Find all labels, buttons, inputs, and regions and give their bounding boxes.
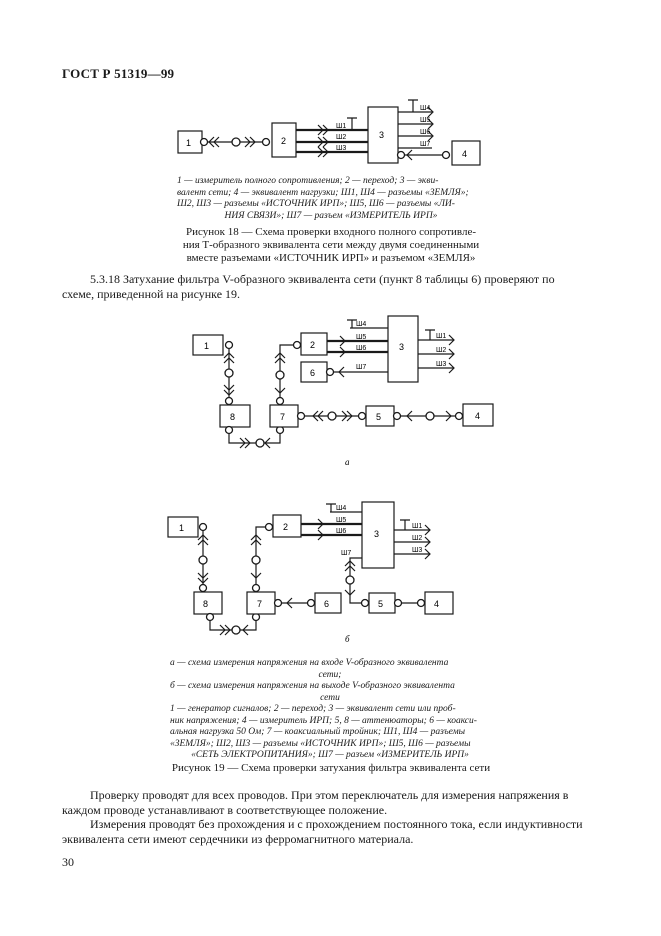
paragraph-line: каждом проводе устанавливают в соответствующее положение. — [62, 802, 388, 817]
fig19b-conn-sh2: Ш2 — [412, 535, 423, 542]
fig18-block-3-label: 3 — [379, 130, 385, 140]
fig19b-conn-sh6: Ш6 — [336, 528, 347, 535]
fig19b-block-5-label: 5 — [378, 599, 384, 609]
fig19-caption: Рисунок 19 — Схема проверки затухания фильтра эквивалента сети — [171, 762, 491, 774]
document-header: ГОСТ Р 51319—99 — [62, 66, 175, 81]
fig19a-conn-sh3: Ш3 — [436, 361, 447, 368]
fig19a-conn-sh5: Ш5 — [356, 334, 367, 341]
fig18-caption-line: вместе разъемами «ИСТОЧНИК ИРП» и разъемом «ЗЕМЛЯ» — [186, 252, 476, 264]
fig19b-sublabel: б — [345, 634, 350, 644]
fig19-legend-line: а — схема измерения напряжения на входе V-образного эквивалента — [170, 658, 449, 668]
fig19b-block-7-label: 7 — [257, 599, 263, 609]
fig18-caption-line: Рисунок 18 — Схема проверки входного полного сопротивле- — [185, 226, 476, 238]
fig19b-block-8-label: 8 — [203, 599, 209, 609]
fig19a-conn-sh7: Ш7 — [356, 364, 367, 371]
fig18-conn-sh3: Ш3 — [336, 145, 347, 152]
fig19b-block-6-label: 6 — [324, 599, 330, 609]
fig18-block-2-label: 2 — [281, 136, 287, 146]
paragraph-line: эквивалента сети имеют сердечники из ферромагнитного материала. — [62, 831, 414, 846]
fig19-legend — [170, 704, 490, 762]
fig19b-block-2-label: 2 — [283, 522, 289, 532]
fig18-block-1-label: 1 — [186, 138, 192, 148]
fig19b-block-4-label: 4 — [434, 599, 440, 609]
fig19b-block-3-label: 3 — [374, 529, 380, 539]
paragraph-line: Проверку проводят для всех проводов. При этом переключатель для измерения напряжения в — [90, 788, 569, 802]
fig18-conn-sh6: Ш6 — [420, 129, 431, 136]
fig19-legend-line: 1 — генератор сигналов; 2 — переход; 3 — эквивалент сети или проб- — [170, 704, 456, 714]
paragraph-line: Измерения проводят без прохождения и с прохождением постоянного тока, если индуктивности — [90, 817, 583, 831]
fig19a-conn-sh1: Ш1 — [436, 333, 447, 340]
fig19b-conn-sh4: Ш4 — [336, 505, 347, 512]
fig19a-block-1-label: 1 — [204, 341, 210, 351]
fig18-conn-sh1-left: Ш1 — [336, 123, 347, 130]
fig18-legend-line: валент сети; 4 — эквивалент нагрузки; Ш1, Ш4 — разъемы «ЗЕМЛЯ»; — [177, 187, 469, 198]
fig19b-conn-sh3: Ш3 — [412, 547, 423, 554]
fig19-legend-line: альная нагрузка 50 Ом; 7 — коаксиальный тройник; Ш1, Ш4 — разъемы — [170, 727, 466, 737]
final-paragraphs — [62, 788, 599, 846]
fig19a-block-7-label: 7 — [280, 412, 286, 422]
fig19a-block-8-label: 8 — [230, 412, 236, 422]
fig19-legend-line: сети; — [318, 669, 342, 680]
fig19a-conn-sh4: Ш4 — [356, 321, 367, 328]
page-number: 30 — [62, 855, 74, 869]
fig19a-block-4-label: 4 — [475, 411, 481, 421]
fig19b-conn-sh7: Ш7 — [341, 550, 352, 557]
fig18-conn-sh5: Ш5 — [420, 117, 431, 124]
paragraph-line: схеме, приведенной на рисунке 19. — [62, 286, 241, 301]
fig19b-conn-sh5: Ш5 — [336, 517, 347, 524]
fig19a-block-3-label: 3 — [399, 342, 405, 352]
fig18-legend-line: НИЯ СВЯЗИ»; Ш7 — разъем «ИЗМЕРИТЕЛЬ ИРП» — [224, 210, 438, 221]
fig19-legend-line: б — схема измерения напряжения на выходе V-образного эквивалента — [170, 681, 455, 691]
fig19a-conn-sh2: Ш2 — [436, 347, 447, 354]
fig18-conn-sh4: Ш4 — [420, 105, 431, 112]
fig18-legend-line: 1 — измеритель полного сопротивления; 2 — переход; 3 — экви- — [177, 176, 439, 186]
fig19-legend-ab — [170, 658, 490, 704]
fig19-legend-line: «ЗЕМЛЯ»; Ш2, Ш3 — разъемы «ИСТОЧНИК ИРП»; Ш5, Ш6 — разъемы — [170, 738, 471, 749]
fig19-legend-line: сети — [320, 692, 340, 703]
fig19a-conn-sh6: Ш6 — [356, 345, 367, 352]
fig19-legend-line: «СЕТЬ ЭЛЕКТРОПИТАНИЯ»; Ш7 — разъем «ИЗМЕРИТЕЛЬ ИРП» — [191, 750, 469, 760]
fig19a-block-6-label: 6 — [310, 368, 316, 378]
fig19a-block-2-label: 2 — [310, 340, 316, 350]
fig18-conn-sh2: Ш2 — [336, 134, 347, 141]
fig18-legend-line: Ш2, Ш3 — разъемы «ИСТОЧНИК ИРП»; Ш5, Ш6 — разъемы «ЛИ- — [177, 199, 455, 209]
fig19a-block-5-label: 5 — [376, 412, 382, 422]
fig18-conn-sh7: Ш7 — [420, 141, 431, 148]
paragraph-line: 5.3.18 Затухание фильтра V-образного эквивалента сети (пункт 8 таблицы 6) проверяют по — [90, 272, 555, 286]
fig18-caption-line: ния Т-образного эквивалента сети между двумя соединенными — [182, 239, 480, 251]
fig18-block-4-label: 4 — [462, 149, 468, 159]
fig19b-block-1-label: 1 — [179, 523, 185, 533]
fig19a-sublabel: а — [345, 457, 350, 467]
fig19b-conn-sh1: Ш1 — [412, 523, 423, 530]
fig19-legend-line: ник напряжения; 4 — измеритель ИРП; 5, 8 — аттенюаторы; 6 — коакси- — [170, 715, 477, 726]
